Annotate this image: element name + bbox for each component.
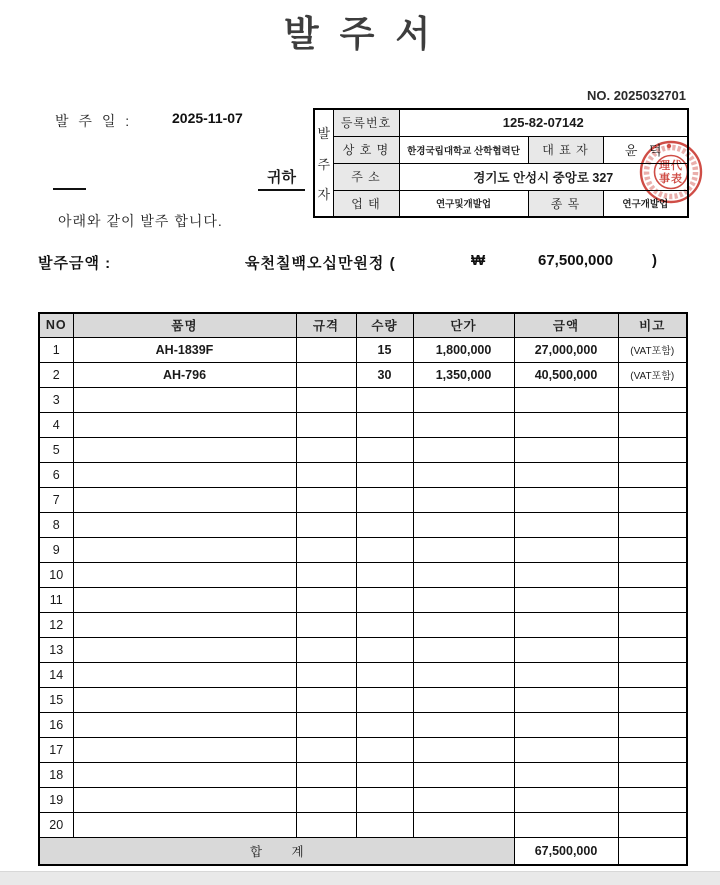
page-bottom-edge [0,871,720,885]
item-cell [413,487,514,512]
item-cell [514,512,618,537]
item-cell [296,412,356,437]
item-cell [356,662,413,687]
item-cell: 8 [39,512,73,537]
company-value: 한경국립대학교 산학협력단 [399,136,528,163]
item-row [39,712,687,737]
item-cell [413,662,514,687]
item-cell: 18 [39,762,73,787]
item-cell [618,662,687,687]
item-row [39,387,687,412]
total-amount: 67,500,000 [514,837,618,865]
total-label: 합 계 [39,837,514,865]
item-row [39,762,687,787]
item-cell: 15 [39,687,73,712]
item-cell: 19 [39,787,73,812]
item-row [39,337,687,362]
total-row [39,837,687,865]
item-row [39,612,687,637]
item-cell [618,687,687,712]
item-cell [356,637,413,662]
ceo-value: 윤 덕 [603,136,688,163]
item-cell [73,437,296,462]
item-cell [413,787,514,812]
item-cell [514,662,618,687]
column-header-1: 품명 [73,313,296,337]
item-cell: 40,500,000 [514,362,618,387]
item-cell [356,687,413,712]
supplier-side-label-chars: 발 주 자 [317,125,331,203]
item-cell [413,637,514,662]
item-row [39,462,687,487]
item-cell [73,612,296,637]
item-cell [356,737,413,762]
page-title: 발 주 서 [283,14,437,54]
item-cell [514,437,618,462]
column-header-5: 금액 [514,313,618,337]
supplier-row-address [314,163,688,190]
item-cell [413,412,514,437]
item-cell [73,787,296,812]
item-cell [296,387,356,412]
supplier-info-table [313,108,689,218]
item-cell [296,337,356,362]
reg-no-value: 125-82-07142 [399,109,688,136]
item-cell [618,412,687,437]
document-number: NO. 2025032701 [586,88,686,103]
item-cell: 6 [39,462,73,487]
biz-type-value: 연구및개발업 [399,190,528,217]
item-cell [514,787,618,812]
item-cell [356,387,413,412]
item-cell [618,737,687,762]
item-cell [296,712,356,737]
item-cell [356,412,413,437]
item-cell [296,537,356,562]
item-row [39,737,687,762]
address-label: 주 소 [333,163,399,190]
item-cell [356,562,413,587]
item-cell [618,762,687,787]
item-cell [514,687,618,712]
item-cell [413,562,514,587]
item-cell [296,437,356,462]
ceo-label: 대 표 자 [528,136,603,163]
order-amount-close-paren: ) [652,252,657,269]
supplier-row-business [314,190,688,217]
item-cell [296,812,356,837]
item-cell: 1,800,000 [413,337,514,362]
item-cell: 1,350,000 [413,362,514,387]
item-cell: 4 [39,412,73,437]
item-cell [73,712,296,737]
item-cell [618,637,687,662]
item-cell [413,762,514,787]
item-cell: AH-796 [73,362,296,387]
item-cell [618,712,687,737]
order-amount-label: 발주금액 : [38,255,112,272]
item-cell: 14 [39,662,73,687]
column-header-2: 규격 [296,313,356,337]
item-cell [618,612,687,637]
item-cell: 7 [39,487,73,512]
item-cell [413,812,514,837]
item-cell [514,637,618,662]
item-cell [413,687,514,712]
item-cell [618,812,687,837]
item-cell: 13 [39,637,73,662]
item-cell [73,762,296,787]
item-cell [73,537,296,562]
item-cell [356,787,413,812]
item-cell [356,812,413,837]
item-cell [73,587,296,612]
item-cell [296,662,356,687]
item-cell: 10 [39,562,73,587]
item-cell [514,812,618,837]
address-value: 경기도 안성시 중앙로 327 [399,163,688,190]
company-label: 상 호 명 [333,136,399,163]
item-row [39,637,687,662]
item-cell [413,712,514,737]
biz-item-label: 종 목 [528,190,603,217]
item-cell: 17 [39,737,73,762]
stamp-text-line1: 理代 [659,160,683,172]
item-cell: 3 [39,387,73,412]
item-cell [296,637,356,662]
item-cell [514,462,618,487]
item-cell [618,787,687,812]
item-cell [413,612,514,637]
item-cell [618,387,687,412]
item-cell [356,587,413,612]
item-cell [73,687,296,712]
intro-statement: 아래와 같이 발주 합니다. [58,213,223,229]
column-header-4: 단가 [413,313,514,337]
item-cell [296,462,356,487]
item-cell [618,487,687,512]
item-cell [514,612,618,637]
item-cell [296,587,356,612]
item-cell [73,512,296,537]
item-row [39,512,687,537]
item-cell [413,737,514,762]
items-header-row [39,313,687,337]
supplier-row-company [314,136,688,163]
item-cell: 9 [39,537,73,562]
item-cell [356,487,413,512]
item-cell: 30 [356,362,413,387]
recipient-blank-line [53,188,86,190]
item-cell: 11 [39,587,73,612]
item-cell [356,462,413,487]
recipient-honorific: 귀하 [258,166,305,191]
item-cell [356,612,413,637]
item-row [39,412,687,437]
item-cell [296,612,356,637]
item-cell [73,637,296,662]
item-cell: 27,000,000 [514,337,618,362]
item-cell [296,762,356,787]
item-cell [296,562,356,587]
item-row [39,487,687,512]
item-cell [73,487,296,512]
biz-item-value: 연구개발업 [603,190,688,217]
item-cell [73,562,296,587]
item-row [39,587,687,612]
item-cell [296,487,356,512]
item-cell [514,587,618,612]
item-cell [618,537,687,562]
won-currency-symbol: ₩ [471,252,486,269]
item-row [39,787,687,812]
items-table [38,312,688,866]
item-cell [413,462,514,487]
item-cell [296,737,356,762]
item-cell: 2 [39,362,73,387]
order-date-value: 2025-11-07 [172,110,243,126]
item-cell: (VAT포함) [618,362,687,387]
item-row [39,812,687,837]
item-cell [413,537,514,562]
reg-no-label: 등록번호 [333,109,399,136]
item-cell [356,762,413,787]
item-cell [514,537,618,562]
supplier-side-label [314,109,333,217]
supplier-row-registration [314,109,688,136]
item-cell [413,437,514,462]
item-cell: 1 [39,337,73,362]
item-cell [296,512,356,537]
item-cell [356,437,413,462]
item-cell [413,512,514,537]
item-cell [73,387,296,412]
item-cell [514,712,618,737]
column-header-0: NO [39,313,73,337]
item-row [39,662,687,687]
order-date-label: 발 주 일 : [55,113,133,129]
item-cell [618,512,687,537]
item-row [39,562,687,587]
item-cell [73,662,296,687]
item-row [39,537,687,562]
item-cell [514,487,618,512]
item-cell [514,762,618,787]
biz-type-label: 업 태 [333,190,399,217]
item-cell [73,412,296,437]
item-cell [356,537,413,562]
item-cell [296,687,356,712]
item-cell [296,787,356,812]
item-cell: (VAT포함) [618,337,687,362]
item-cell: 16 [39,712,73,737]
item-cell: 5 [39,437,73,462]
item-cell [73,737,296,762]
order-amount-value: 67,500,000 [538,252,614,269]
item-cell [514,387,618,412]
item-cell [73,812,296,837]
item-cell [618,587,687,612]
item-cell [618,437,687,462]
item-cell [356,512,413,537]
item-cell: 20 [39,812,73,837]
item-row [39,362,687,387]
total-note-cell [618,837,687,865]
item-cell [296,362,356,387]
item-cell: 15 [356,337,413,362]
stamp-text-line2: 事表 [659,173,683,185]
column-header-6: 비고 [618,313,687,337]
item-cell [73,462,296,487]
order-amount-hangul: 육천칠백오십만원정 ( [245,255,396,272]
item-cell [413,387,514,412]
item-cell: 12 [39,612,73,637]
item-cell [618,562,687,587]
item-cell: AH-1839F [73,337,296,362]
item-cell [618,462,687,487]
item-cell [514,412,618,437]
column-header-3: 수량 [356,313,413,337]
item-cell [514,737,618,762]
item-cell [514,562,618,587]
item-row [39,437,687,462]
item-cell [413,587,514,612]
item-cell [356,712,413,737]
item-row [39,687,687,712]
